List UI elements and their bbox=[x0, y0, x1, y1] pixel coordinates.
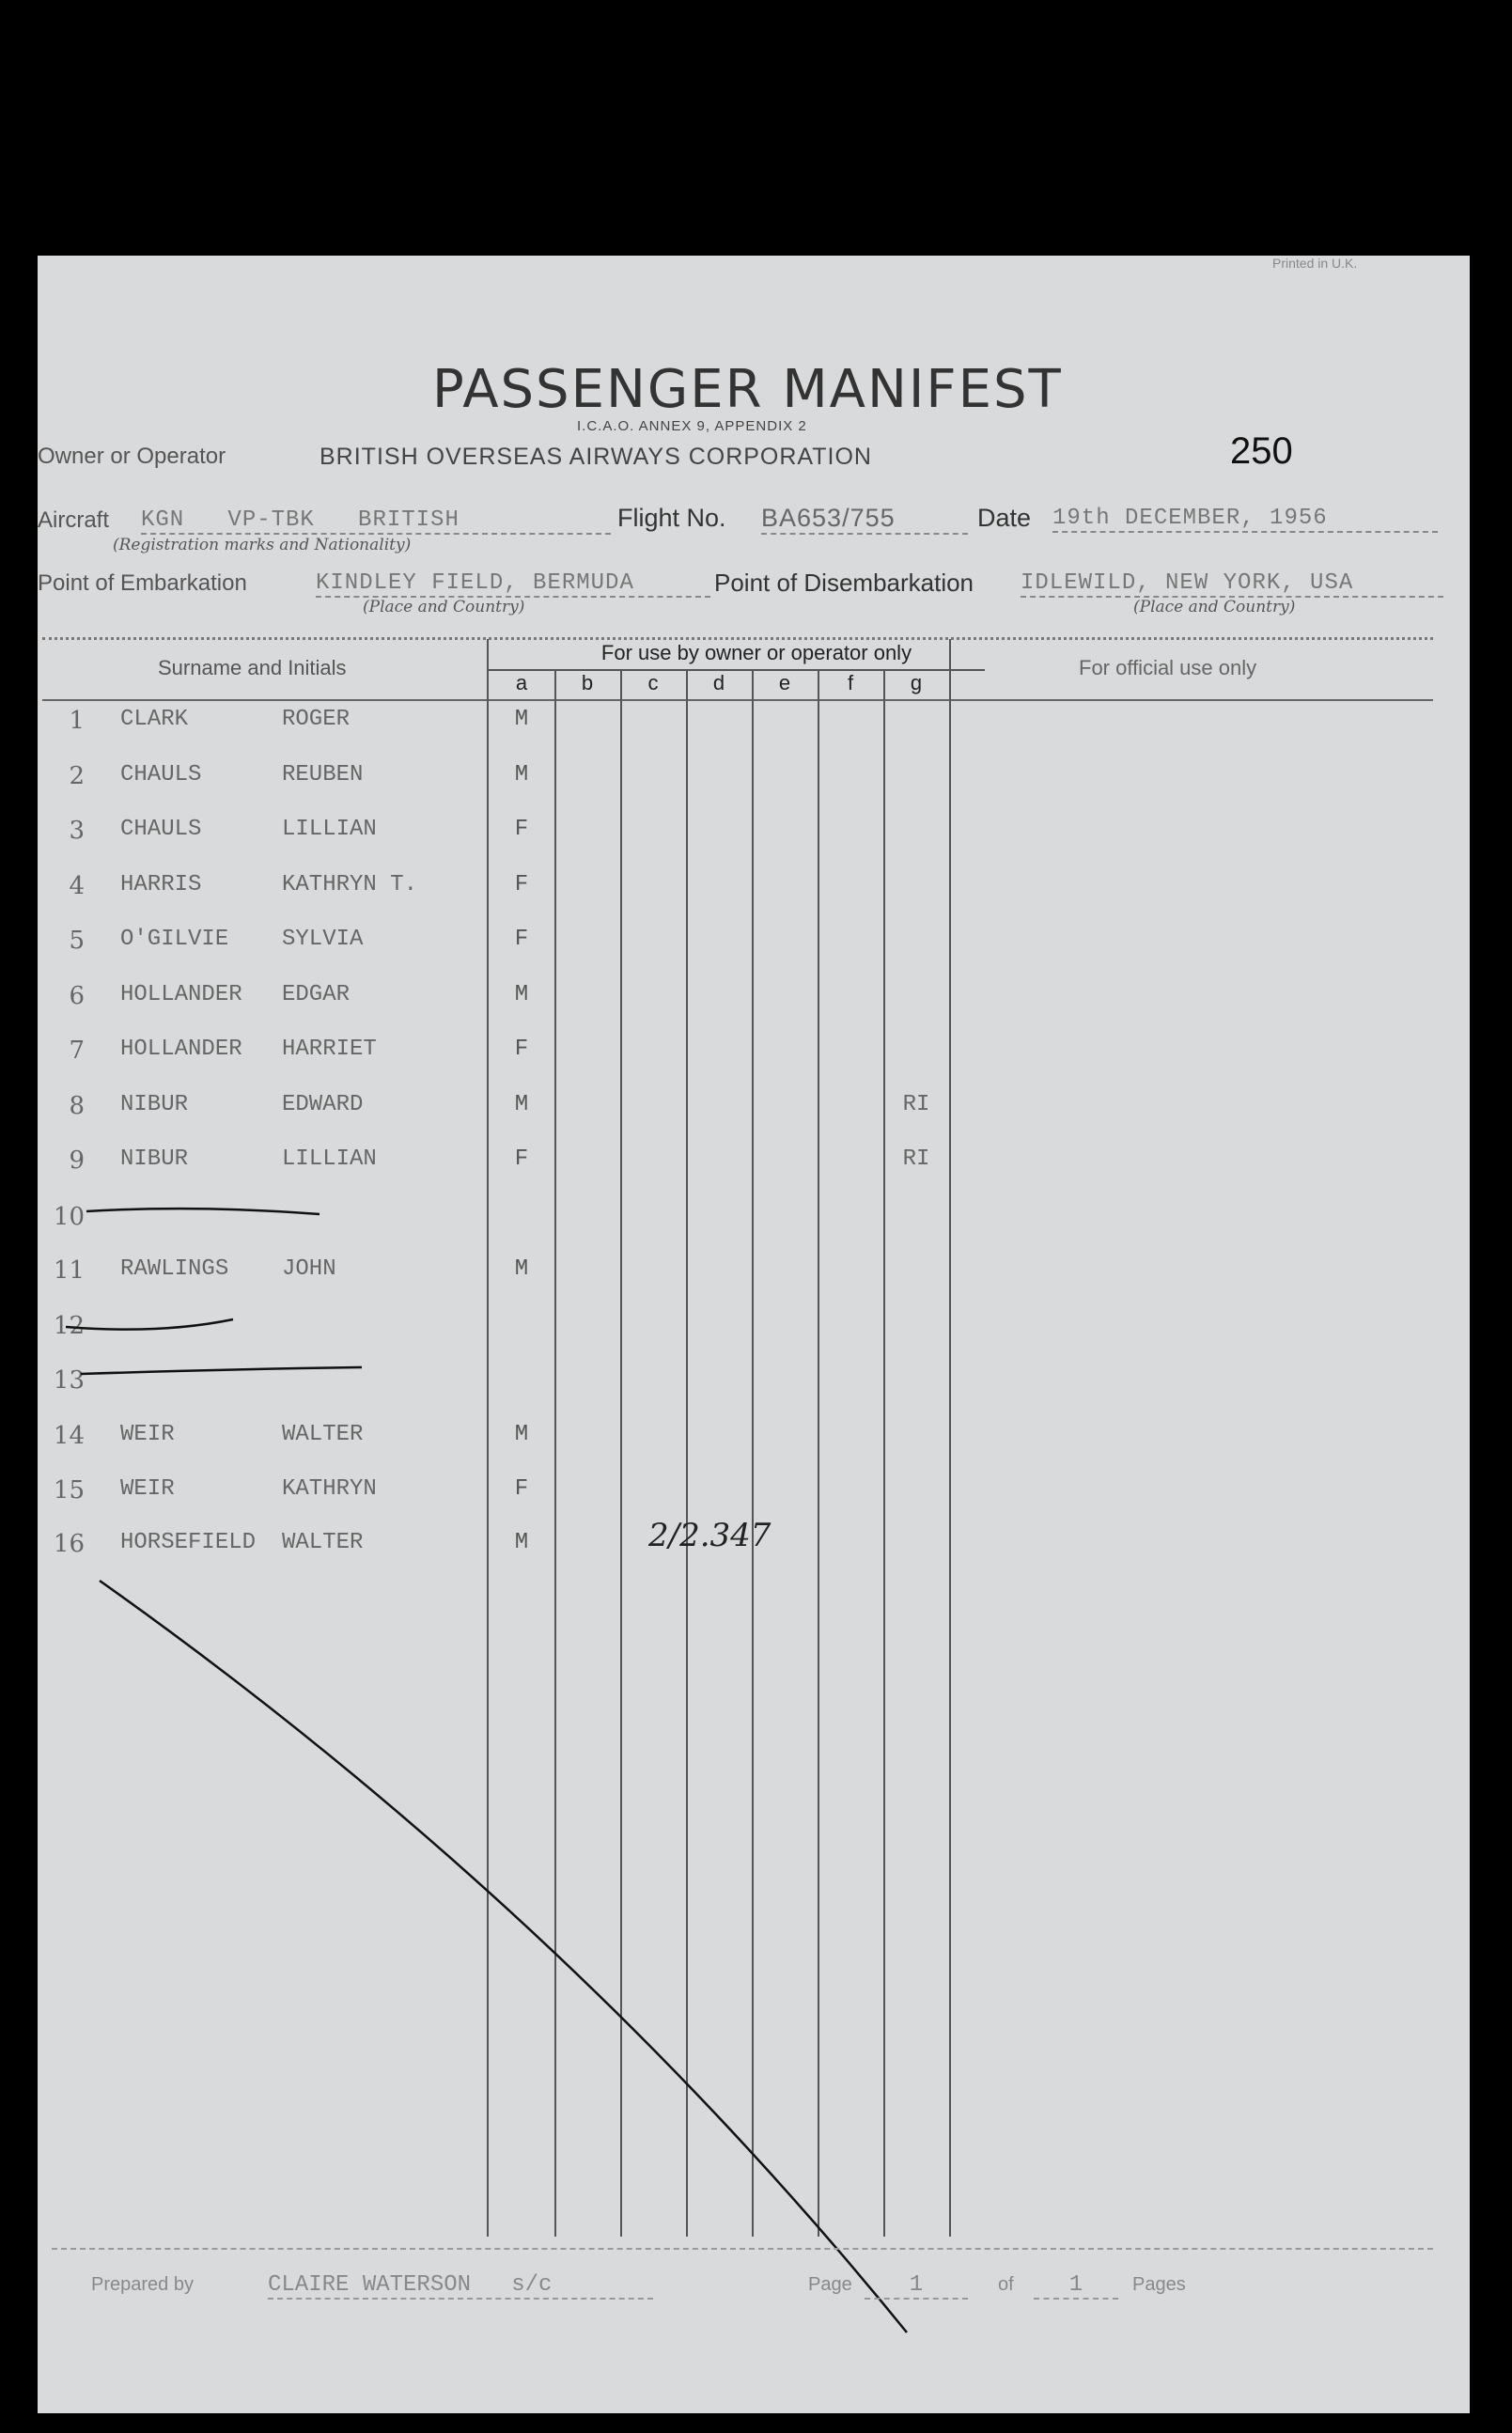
passenger-initials: WALTER bbox=[282, 1530, 364, 1555]
date-label: Date bbox=[977, 504, 1032, 532]
row-number: 12 bbox=[53, 1312, 85, 1340]
diagonal-cross-out bbox=[100, 1581, 907, 2332]
row-number: 13 bbox=[53, 1366, 85, 1395]
passenger-surname: HORSEFIELD bbox=[120, 1530, 257, 1555]
page-label: Page bbox=[808, 2274, 852, 2295]
passenger-surname: CHAULS bbox=[120, 762, 202, 788]
column-g-code: RI bbox=[902, 1092, 930, 1117]
printed-note: Printed in U.K. bbox=[1272, 256, 1358, 271]
of-value: 1 bbox=[1034, 2272, 1118, 2300]
manifest-sheet bbox=[38, 256, 1470, 2413]
row-number: 7 bbox=[69, 1037, 85, 1065]
aircraft-value: KGN VP-TBK BRITISH bbox=[141, 507, 611, 535]
page-number: 250 bbox=[1230, 430, 1293, 472]
column-g-code: RI bbox=[902, 1146, 930, 1172]
owner-use-header: For use by owner or operator only bbox=[600, 641, 912, 664]
strike-marks bbox=[38, 256, 1470, 2413]
strike-line-row-13 bbox=[81, 1367, 362, 1374]
passenger-initials: LILLIAN bbox=[282, 1146, 377, 1172]
row-number: 4 bbox=[69, 872, 85, 900]
passenger-sex: M bbox=[514, 982, 529, 1007]
passenger-sex: M bbox=[514, 707, 529, 732]
passenger-sex: M bbox=[514, 762, 529, 788]
column-header: b bbox=[581, 671, 594, 694]
of-label: of bbox=[998, 2274, 1014, 2295]
passenger-surname: O'GILVIE bbox=[120, 927, 229, 952]
passenger-initials: KATHRYN T. bbox=[282, 872, 418, 897]
passenger-surname: WEIR bbox=[120, 1476, 175, 1502]
embarkation-label: Point of Embarkation bbox=[38, 570, 247, 596]
column-header: c bbox=[647, 671, 659, 694]
page-title: PASSENGER MANIFEST bbox=[432, 359, 1063, 420]
footer-rule bbox=[52, 2248, 1433, 2250]
embarkation-value: KINDLEY FIELD, BERMUDA bbox=[316, 570, 710, 598]
embarkation-note: (Place and Country) bbox=[363, 598, 525, 616]
passenger-surname: NIBUR bbox=[120, 1146, 189, 1172]
strike-line-row-10 bbox=[86, 1209, 320, 1214]
passenger-sex: F bbox=[514, 927, 529, 952]
passenger-surname: HOLLANDER bbox=[120, 982, 242, 1007]
page-value: 1 bbox=[865, 2272, 968, 2300]
row-number: 14 bbox=[53, 1422, 85, 1450]
passenger-initials: HARRIET bbox=[282, 1037, 377, 1062]
pages-label: Pages bbox=[1132, 2274, 1186, 2295]
passenger-initials: LILLIAN bbox=[282, 817, 377, 842]
official-use-header: For official use only bbox=[1079, 656, 1257, 679]
passenger-initials: REUBEN bbox=[282, 762, 364, 788]
passenger-sex: F bbox=[514, 1037, 529, 1062]
column-header: g bbox=[910, 671, 923, 694]
disembarkation-label: Point of Disembarkation bbox=[714, 569, 974, 597]
row-number: 2 bbox=[69, 762, 85, 790]
row-number: 3 bbox=[69, 817, 85, 845]
row-number: 9 bbox=[69, 1146, 85, 1175]
passenger-initials: SYLVIA bbox=[282, 927, 364, 952]
row-number: 15 bbox=[53, 1476, 85, 1505]
passenger-sex: F bbox=[514, 817, 529, 842]
passenger-initials: ROGER bbox=[282, 707, 351, 732]
page-subtitle: I.C.A.O. ANNEX 9, APPENDIX 2 bbox=[577, 418, 807, 434]
row-number: 5 bbox=[69, 927, 85, 955]
passenger-sex: F bbox=[514, 1476, 529, 1502]
column-header: e bbox=[778, 671, 791, 694]
passenger-sex: M bbox=[514, 1092, 529, 1117]
owner-label: Owner or Operator bbox=[38, 444, 226, 469]
passenger-surname: HARRIS bbox=[120, 872, 202, 897]
handwritten-note: 2/2.347 bbox=[648, 1517, 772, 1554]
passenger-initials: JOHN bbox=[282, 1256, 336, 1282]
passenger-surname: CHAULS bbox=[120, 817, 202, 842]
date-value: 19th DECEMBER, 1956 bbox=[1052, 506, 1438, 533]
passenger-sex: F bbox=[514, 872, 529, 897]
row-number: 16 bbox=[53, 1530, 85, 1558]
passenger-initials: EDWARD bbox=[282, 1092, 364, 1117]
row-number: 6 bbox=[69, 982, 85, 1010]
aircraft-label: Aircraft bbox=[38, 507, 110, 533]
strike-line-row-12 bbox=[66, 1319, 233, 1330]
row-number: 10 bbox=[53, 1203, 85, 1231]
surname-header: Surname and Initials bbox=[158, 656, 347, 679]
registration-note: (Registration marks and Nationality) bbox=[113, 536, 412, 554]
passenger-surname: WEIR bbox=[120, 1422, 175, 1447]
passenger-surname: CLARK bbox=[120, 707, 189, 732]
passenger-initials: KATHRYN bbox=[282, 1476, 377, 1502]
row-number: 11 bbox=[53, 1256, 85, 1285]
passenger-initials: WALTER bbox=[282, 1422, 364, 1447]
flight-value: BA653/755 bbox=[761, 504, 968, 535]
passenger-initials: EDGAR bbox=[282, 982, 351, 1007]
passenger-surname: RAWLINGS bbox=[120, 1256, 229, 1282]
disembarkation-value: IDLEWILD, NEW YORK, USA bbox=[1021, 570, 1443, 598]
flight-label: Flight No. bbox=[617, 504, 726, 532]
owner-value: BRITISH OVERSEAS AIRWAYS CORPORATION bbox=[320, 444, 872, 470]
passenger-sex: M bbox=[514, 1256, 529, 1282]
passenger-sex: M bbox=[514, 1422, 529, 1447]
passenger-surname: NIBUR bbox=[120, 1092, 189, 1117]
column-header: d bbox=[712, 671, 725, 694]
row-number: 1 bbox=[69, 707, 85, 735]
column-header: f bbox=[847, 671, 854, 694]
passenger-surname: HOLLANDER bbox=[120, 1037, 242, 1062]
prepared-label: Prepared by bbox=[91, 2274, 194, 2295]
passenger-sex: F bbox=[514, 1146, 529, 1172]
prepared-value: CLAIRE WATERSON s/c bbox=[268, 2272, 653, 2300]
disembarkation-note: (Place and Country) bbox=[1133, 598, 1296, 616]
passenger-sex: M bbox=[514, 1530, 529, 1555]
column-header: a bbox=[515, 671, 528, 694]
row-number: 8 bbox=[69, 1092, 85, 1120]
